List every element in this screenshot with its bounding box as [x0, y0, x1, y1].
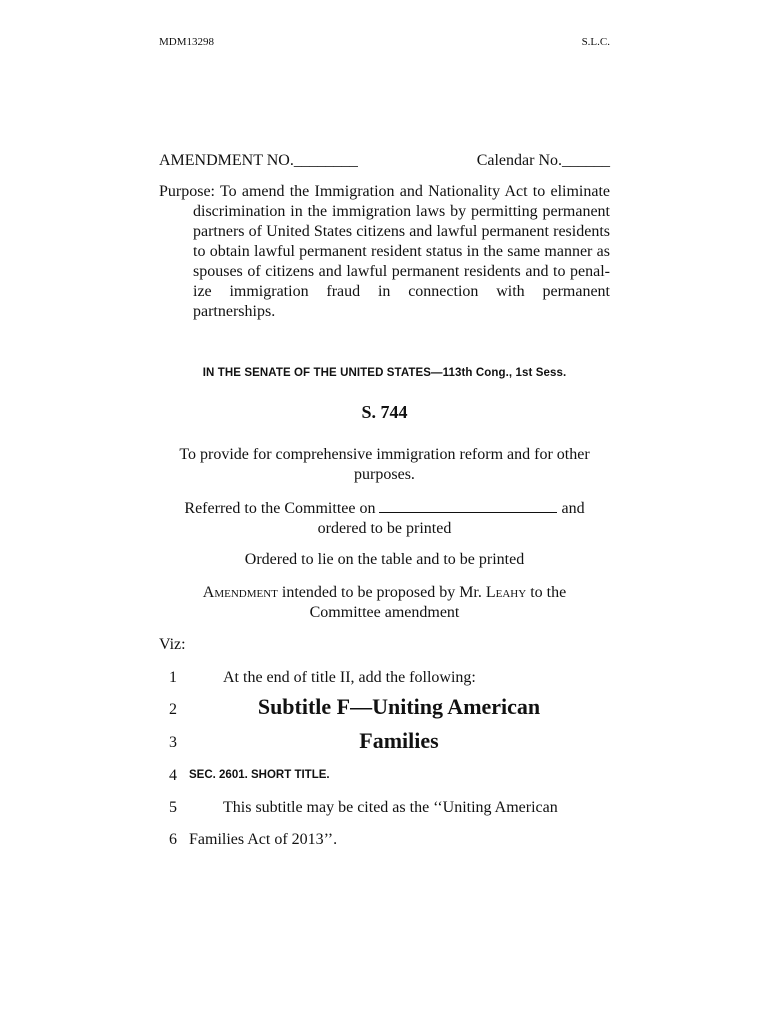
section-heading: SEC. 2601. SHORT TITLE.: [189, 769, 330, 781]
amendment-calendar-row: [159, 150, 610, 172]
viz-label: Viz:: [159, 636, 186, 653]
document-id: MDM13298: [159, 36, 215, 48]
referred-text: Referred to the Committee on: [184, 500, 376, 517]
senate-session-line: IN THE SENATE OF THE UNITED STATES—113th Cong., 1st Sess.: [202, 367, 567, 379]
ordered-statement: Ordered to lie on the table and to be printed: [244, 551, 525, 568]
line-number: 4: [169, 767, 177, 784]
line-text: At the end of title II, add the following:: [223, 669, 476, 686]
intended-line2: Committee amendment: [309, 604, 460, 621]
line-number: 3: [169, 734, 177, 751]
subtitle-heading: Subtitle F—Uniting American: [257, 694, 541, 719]
calendar-number-label: Calendar No.______: [476, 152, 610, 169]
referred-line2: ordered to be printed: [317, 520, 452, 537]
subtitle-heading: Families: [359, 728, 439, 753]
intended-end: to the: [526, 584, 567, 601]
line-number: 6: [169, 831, 177, 848]
line-text: Families Act of 2013’’.: [189, 831, 338, 848]
purpose-paragraph: Purpose: To amend the Immigration and Nationality Act to eliminate discrimination in the immigration laws by permitting permanent partners of United States citizens and lawful permanent residents to obtain lawful permanent resident status in the same manner as spouses of citizens and lawful permanent residents and to penalize immigration fraud in connection with permanent partnerships.: [159, 183, 610, 320]
referred-statement: [159, 498, 610, 539]
bill-number: S. 744: [361, 402, 408, 422]
intended-statement: [159, 583, 610, 623]
line-text: This subtitle may be cited as the ‘‘Uniting American: [223, 799, 558, 816]
amendment-number-label: AMENDMENT NO.________: [159, 152, 358, 169]
amendment-word: Amendment: [202, 584, 278, 601]
office-code: S.L.C.: [581, 36, 610, 48]
bill-description: To provide for comprehensive immigration reform and for other purposes.: [179, 446, 590, 483]
referred-and: and: [561, 500, 585, 517]
committee-blank-line: [379, 498, 557, 513]
line-number: 2: [169, 701, 177, 718]
line-number: 5: [169, 799, 177, 816]
sponsor-name: Leahy: [485, 584, 527, 601]
line-number: 1: [169, 669, 177, 686]
intended-middle: intended to be proposed by Mr.: [277, 584, 486, 601]
